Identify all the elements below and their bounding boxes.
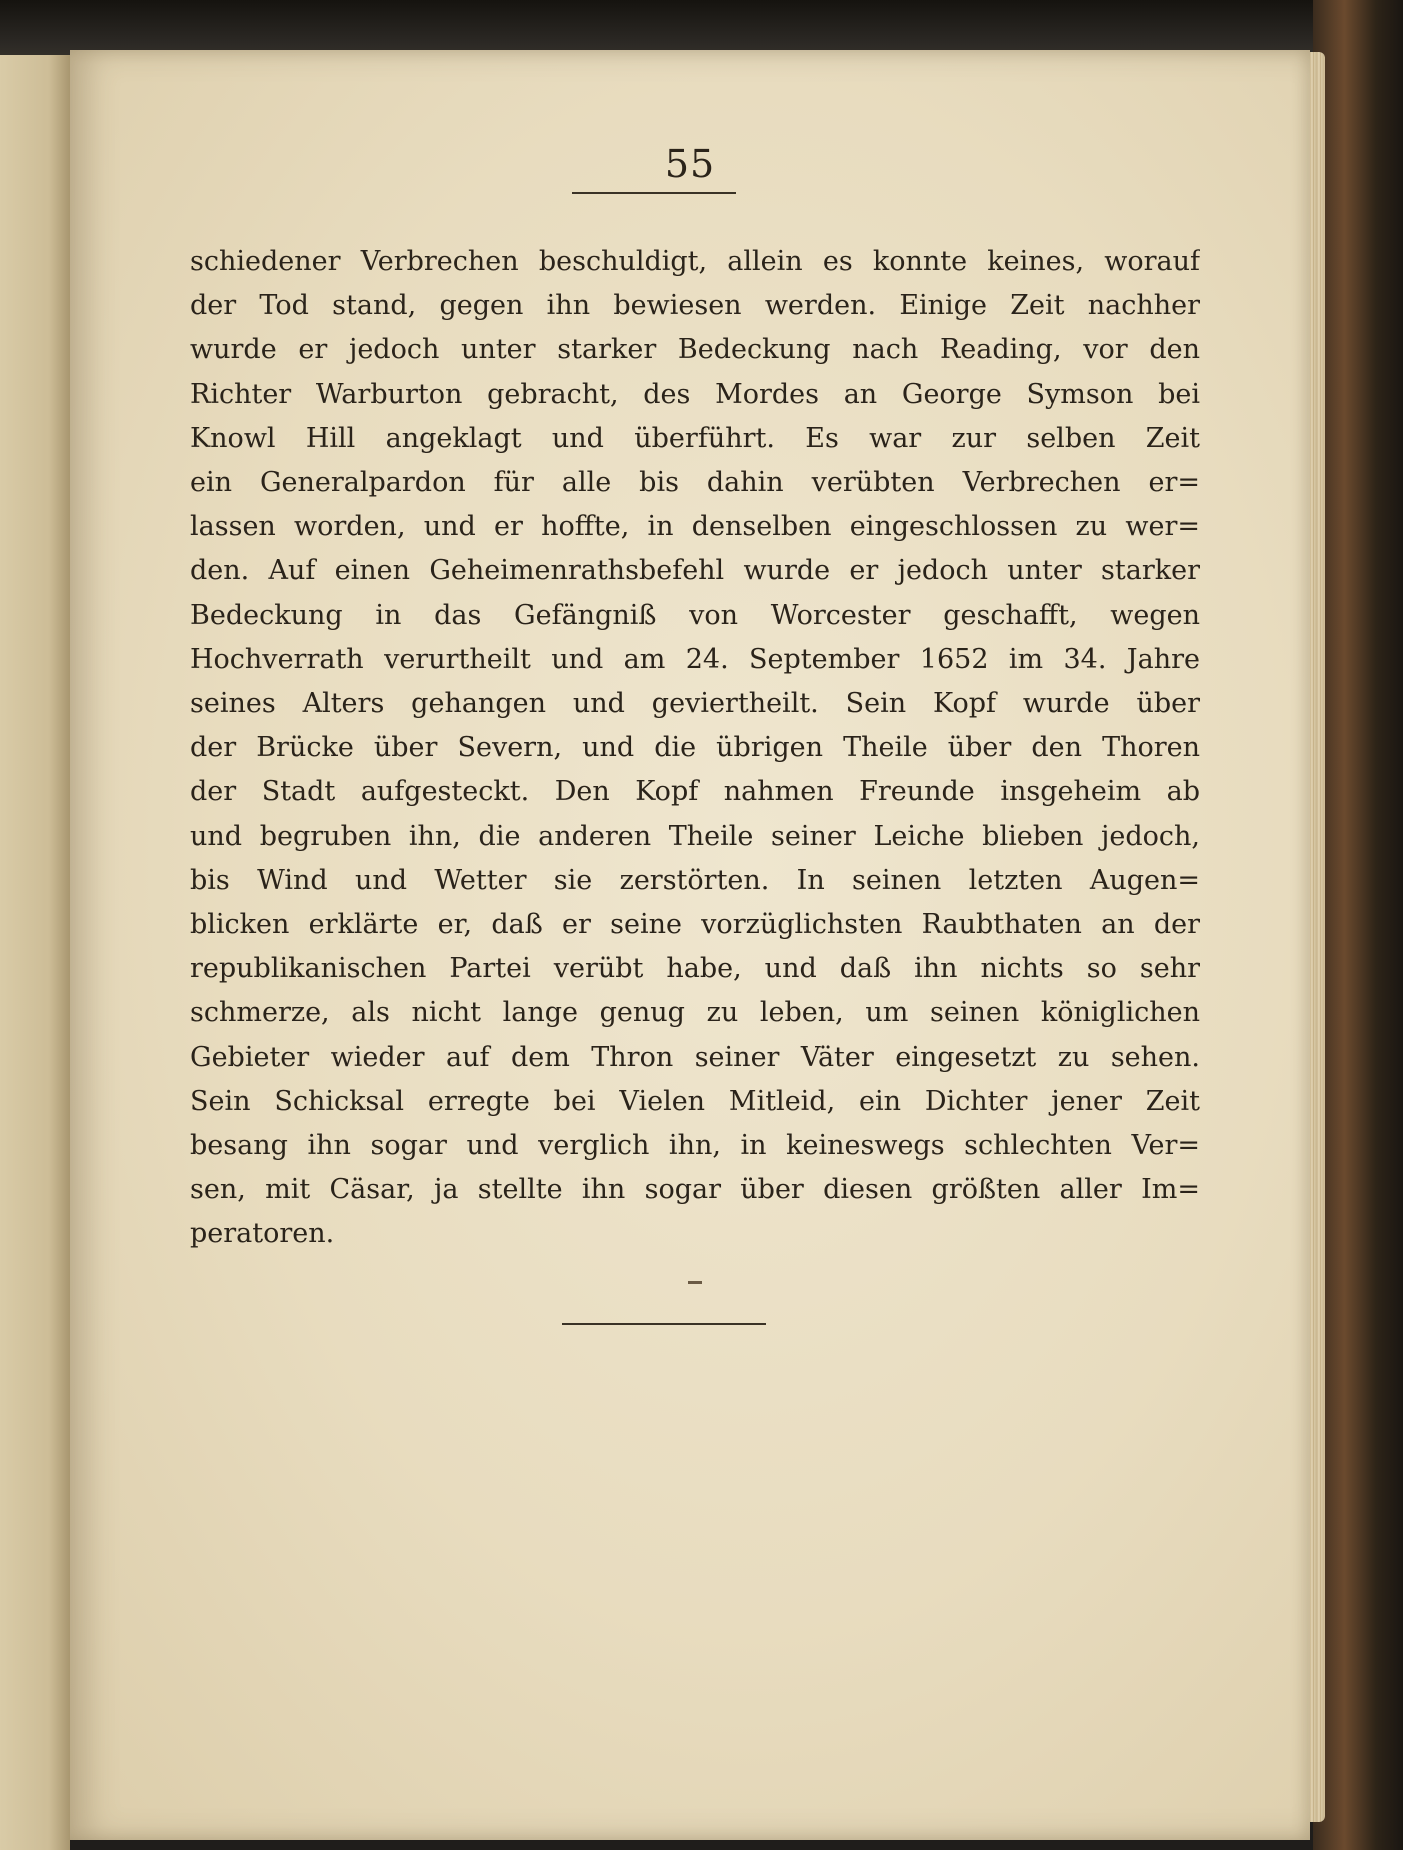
text-line: Richter Warburton gebracht, des Mordes an George Symson bei [190,378,1200,410]
text-line: lassen worden, und er hoffte, in denselben eingeschlossen zu wer= [190,511,1200,543]
text-line: wurde er jedoch unter starker Bedeckung nach Reading, vor den [190,334,1200,366]
text-line: bis Wind und Wetter sie zerstörten. In seinen letzten Augen= [190,864,1200,896]
text-line: Hochverrath verurtheilt und am 24. September 1652 im 34. Jahre [190,643,1200,675]
section-mark [688,1281,702,1284]
text-line: Gebieter wieder auf dem Thron seiner Väter eingesetzt zu sehen. [190,1041,1200,1073]
page-number: 55 [664,142,716,186]
text-line: besang ihn sogar und verglich ihn, in keineswegs schlechten Ver= [190,1130,1200,1162]
text-line: Sein Schicksal erregte bei Vielen Mitleid, ein Dichter jener Zeit [190,1085,1200,1117]
text-line: sen, mit Cäsar, ja stellte ihn sogar über diesen größten aller Im= [190,1174,1200,1206]
text-line: und begruben ihn, die anderen Theile seiner Leiche blieben jedoch, [190,820,1200,852]
text-line: der Brücke über Severn, und die übrigen Theile über den Thoren [190,732,1200,764]
text-line: den. Auf einen Geheimenrathsbefehl wurde er jedoch unter starker [190,555,1200,587]
text-line: der Tod stand, gegen ihn bewiesen werden. Einige Zeit nachher [190,290,1200,322]
text-line: republikanischen Partei verübt habe, und daß ihn nichts so sehr [190,953,1200,985]
text-line: Bedeckung in das Gefängniß von Worcester geschafft, wegen [190,599,1200,631]
body-text [190,240,1200,1257]
text-line: Knowl Hill angeklagt und überführt. Es war zur selben Zeit [190,422,1200,454]
header-rule [572,192,736,194]
text-line: ein Generalpardon für alle bis dahin verübten Verbrechen er= [190,467,1200,499]
footer-rule [562,1323,766,1325]
text-line: schmerze, als nicht lange genug zu leben, um seinen königlichen [190,997,1200,1029]
text-line: der Stadt aufgesteckt. Den Kopf nahmen Freunde insgeheim ab [190,776,1200,808]
text-line: seines Alters gehangen und geviertheilt. Sein Kopf wurde über [190,688,1200,720]
book-binding-right [1313,0,1403,1850]
facing-page-edge [0,55,70,1850]
text-line: blicken erklärte er, daß er seine vorzüglichsten Raubthaten an der [190,909,1200,941]
text-line: schiedener Verbrechen beschuldigt, allein es konnte keines, worauf [190,246,1200,277]
page [70,50,1310,1840]
text-line: peratoren. [190,1218,335,1250]
